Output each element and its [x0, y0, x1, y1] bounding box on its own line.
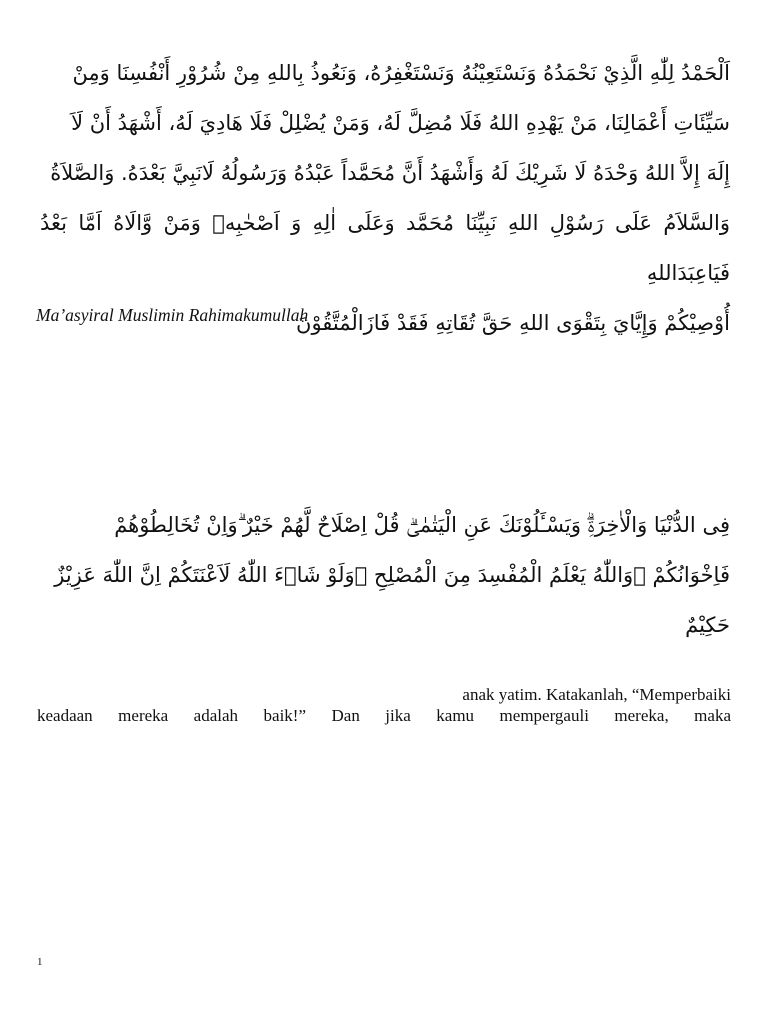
quran-verse-line: فَاِخْوَانُكُمْ ۗوَاللّٰهُ يَعْلَمُ الْمُفْسِدَ مِنَ الْمُصْلِحِ ۗوَلَوْ شَاۤءَ اللّٰهُ لَاَعْنَتَكُمْ اِنَّ اللّٰهَ عَزِيْزٌ — [54, 563, 730, 587]
greeting: Ma’asyiral Muslimin Rahimakumullah — [36, 305, 309, 325]
opening-prayer-line: وَالسَّلاَمُ عَلَى رَسُوْلِ اللهِ نَبِيِّنَا مُحَمَّد وَعَلَى اٰلِهِ وَ اَصْحٰبِهٖ وَمَنْ وَّالَاهُ اَمَّا بَعْدُ فَيَاعِبَدَاللهِ — [40, 211, 730, 285]
quran-verse-line: فِى الدُّنْيَا وَالْاٰخِرَةِۗ وَيَسْـَٔلُوْنَكَ عَنِ الْيَتٰمٰىۗ قُلْ اِصْلَاحٌ لَّهُمْ خَيْرٌ ۗوَاِنْ تُخَالِطُوْهُمْ — [114, 513, 730, 537]
opening-prayer-line: اَلْحَمْدُ لِلّٰهِ الَّذِيْ نَحْمَدُهُ وَنَسْتَعِيْنُهُ وَنَسْتَغْفِرُهُ، وَنَعُوذُ بِاللهِ مِنْ شُرُوْرِ أَنْفُسِنَا وَمِنْ — [72, 61, 730, 85]
opening-prayer-line: إِلَهَ إِلاَّ اللهُ وَحْدَهُ لَا شَرِيْكَ لَهُ وَأَشْهَدُ أَنَّ مُحَمَّداً عَبْدُهُ وَرَسُولُهُ لَانَبِيَّ بَعْدَهُ. وَالصَّلاَةُ — [50, 161, 730, 185]
opening-prayer-line: سَيِّئَاتِ أَعْمَالِنَا، مَنْ يَهْدِهِ اللهُ فَلَا مُضِلَّ لَهُ، وَمَنْ يُضْلِلْ فَلَا هَادِيَ لَهُ، أَشْهَدُ أَنْ لَاَ — [71, 111, 730, 135]
translation-line: keadaan mereka adalah baik!” Dan jika kamu mempergauli mereka, maka — [37, 706, 731, 725]
opening-prayer-line: أُوْصِيْكُمْ وَإِيَّايَ بِتَقْوَى اللهِ حَقَّ تُقَاتِهِ فَقَدْ فَازَالْمُتَّقُوْنَ — [296, 311, 730, 335]
verse-translation — [37, 684, 731, 726]
quran-verse-line: حَكِيْمٌ — [685, 613, 730, 637]
translation-line: anak yatim. Katakanlah, “Memperbaiki — [462, 685, 731, 704]
page-number: 1 — [37, 956, 43, 968]
quran-verse — [40, 500, 730, 650]
